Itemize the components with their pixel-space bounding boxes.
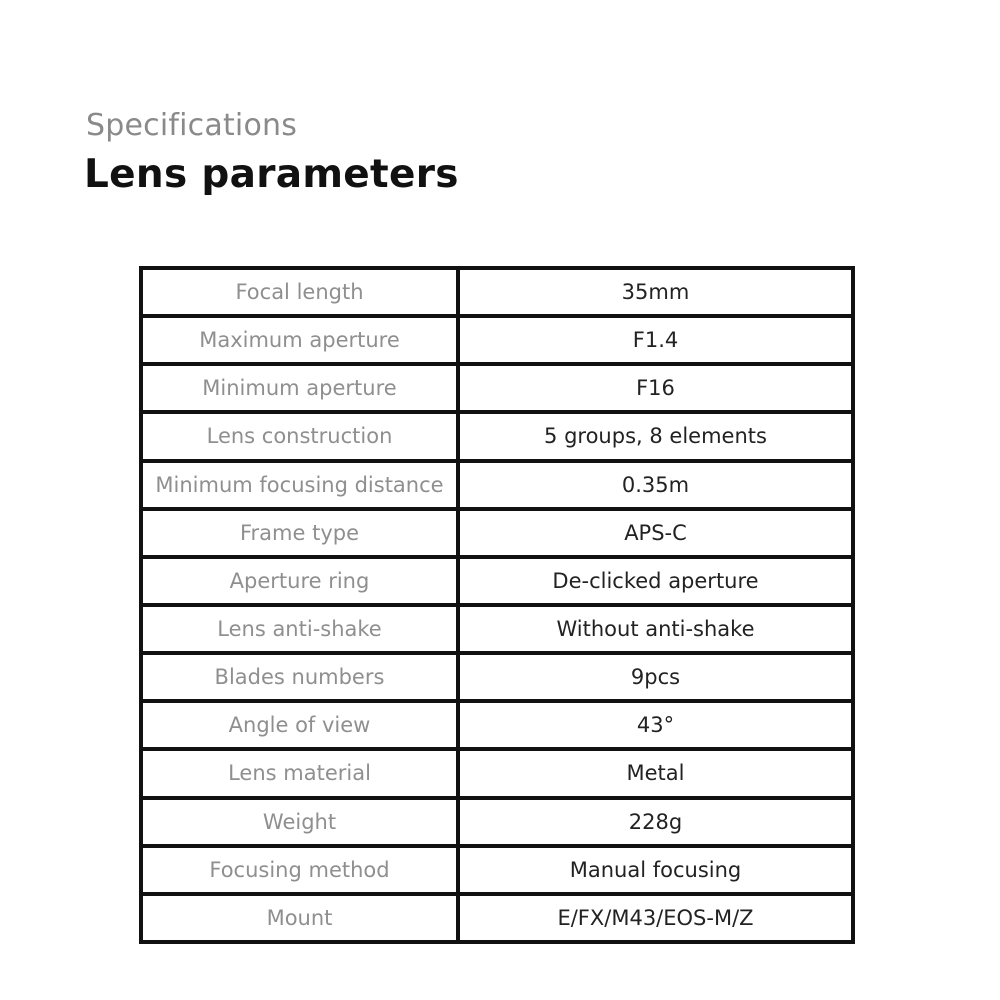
table-row: [141, 364, 853, 412]
spec-label: Lens construction: [141, 412, 458, 460]
spec-label: Frame type: [141, 509, 458, 557]
spec-label: Lens anti-shake: [141, 605, 458, 653]
spec-value: F1.4: [458, 316, 853, 364]
table-row: [141, 461, 853, 509]
page-title: Lens parameters: [84, 152, 459, 197]
spec-label: Blades numbers: [141, 653, 458, 701]
spec-label: Aperture ring: [141, 557, 458, 605]
section-subtitle: Specifications: [86, 108, 298, 143]
spec-value: Metal: [458, 749, 853, 797]
spec-label: Focal length: [141, 268, 458, 316]
table-row: [141, 605, 853, 653]
spec-label: Mount: [141, 894, 458, 942]
spec-value: Without anti-shake: [458, 605, 853, 653]
spec-value: 43°: [458, 701, 853, 749]
spec-value: 228g: [458, 798, 853, 846]
spec-label: Minimum focusing distance: [141, 461, 458, 509]
spec-label: Maximum aperture: [141, 316, 458, 364]
table-row: [141, 412, 853, 460]
table-row: [141, 557, 853, 605]
spec-value: 5 groups, 8 elements: [458, 412, 853, 460]
table-row: [141, 653, 853, 701]
table-row: [141, 316, 853, 364]
table-row: [141, 846, 853, 894]
spec-label: Weight: [141, 798, 458, 846]
spec-value: F16: [458, 364, 853, 412]
spec-label: Angle of view: [141, 701, 458, 749]
spec-value: 9pcs: [458, 653, 853, 701]
spec-label: Focusing method: [141, 846, 458, 894]
spec-table: [139, 266, 855, 944]
spec-value: 35mm: [458, 268, 853, 316]
spec-label: Minimum aperture: [141, 364, 458, 412]
spec-label: Lens material: [141, 749, 458, 797]
table-row: [141, 701, 853, 749]
spec-value: De-clicked aperture: [458, 557, 853, 605]
table-row: [141, 268, 853, 316]
table-row: [141, 798, 853, 846]
spec-value: APS-C: [458, 509, 853, 557]
spec-value: Manual focusing: [458, 846, 853, 894]
table-row: [141, 749, 853, 797]
table-row: [141, 894, 853, 942]
spec-value: E/FX/M43/EOS-M/Z: [458, 894, 853, 942]
spec-value: 0.35m: [458, 461, 853, 509]
table-row: [141, 509, 853, 557]
